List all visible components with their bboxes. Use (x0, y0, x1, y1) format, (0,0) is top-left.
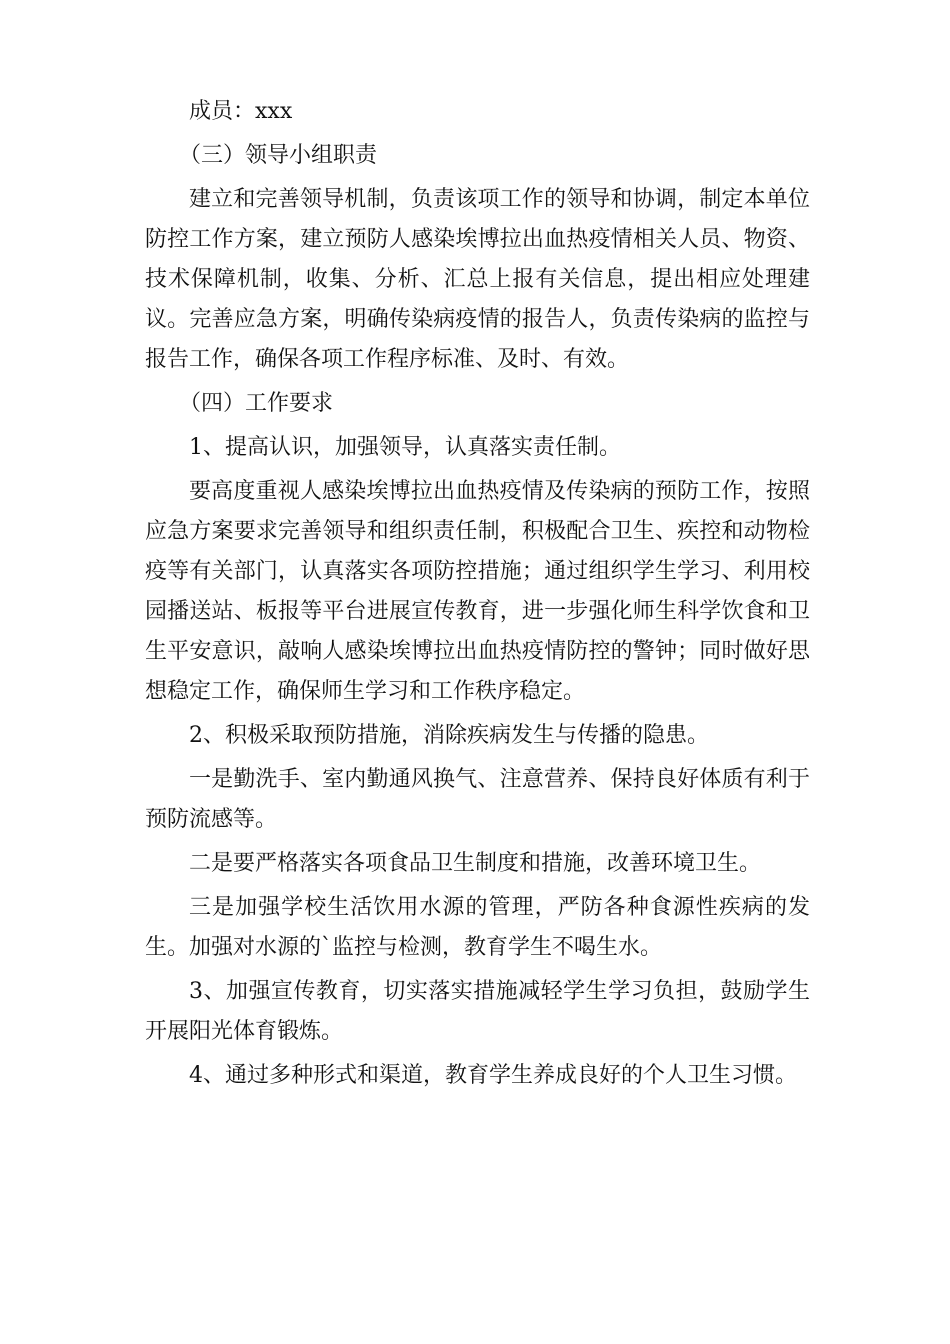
requirement-item-2: 2、积极采取预防措施，消除疾病发生与传播的隐患。 (189, 723, 709, 748)
requirement-item-3: 3、加强宣传教育，切实落实措施减轻学生学习负担，鼓励学生开展阳光体育锻炼。 (145, 979, 810, 1044)
paragraph-requirement-1-detail: 要高度重视人感染埃博拉出血热疫情及传染病的预防工作，按照应急方案要求完善领导和组织责任制，积极配合卫生、疾控和动物检疫等有关部门，认真落实各项防控措施；通过组织学生学习、利用校园播送站、板报等平台进展宣传教育，进一步强化师生科学饮食和卫生平安意识，敲响人感染埃博拉出血热疫情防控的警钟；同时做好思想稳定工作，确保师生学习和工作秩序稳定。 (145, 479, 810, 704)
requirement-item-4: 4、通过多种形式和渠道，教育学生养成良好的个人卫生习惯。 (189, 1063, 797, 1088)
paragraph-measure-2: 二是要严格落实各项食品卫生制度和措施，改善环境卫生。 (189, 851, 762, 876)
document-body (145, 92, 810, 1100)
requirement-item-1: 1、提高认识，加强领导，认真落实责任制。 (189, 435, 621, 460)
paragraph-measure-3: 三是加强学校生活饮用水源的管理，严防各种食源性疾病的发生。加强对水源的`监控与检测，教育学生不喝生水。 (145, 895, 810, 960)
section-heading-leadership-duties: （三）领导小组职责 (179, 143, 378, 168)
paragraph-members: 成员：xxx (189, 99, 293, 124)
paragraph-leadership-duties: 建立和完善领导机制，负责该项工作的领导和协调，制定本单位防控工作方案，建立预防人感染埃博拉出血热疫情相关人员、物资、技术保障机制，收集、分析、汇总上报有关信息，提出相应处理建议。完善应急方案，明确传染病疫情的报告人，负责传染病的监控与报告工作，确保各项工作程序标准、及时、有效。 (145, 187, 810, 372)
paragraph-measure-1: 一是勤洗手、室内勤通风换气、注意营养、保持良好体质有利于预防流感等。 (145, 767, 810, 832)
section-heading-work-requirements: （四）工作要求 (179, 391, 334, 416)
